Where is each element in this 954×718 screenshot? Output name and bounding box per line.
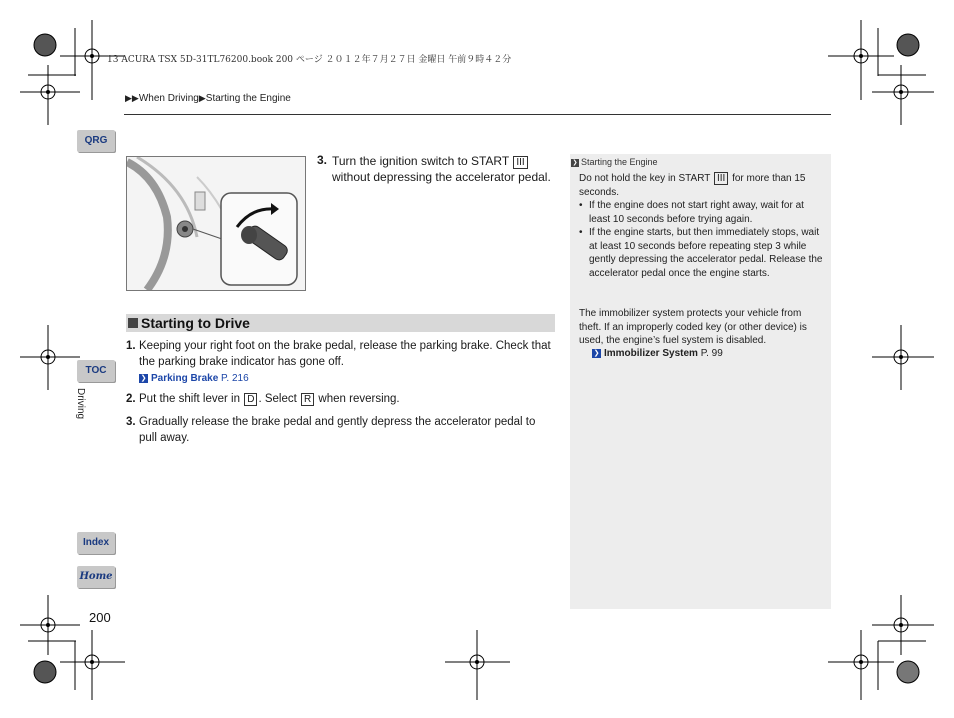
note-marker-icon: ❯ bbox=[572, 159, 578, 166]
chapter-label: Driving bbox=[75, 388, 86, 420]
step-3-number: 3. bbox=[126, 416, 136, 428]
breadcrumb-section-link[interactable]: When Driving bbox=[138, 93, 199, 104]
parking-brake-link-page: P. 216 bbox=[221, 373, 249, 384]
step-1-number: 1. bbox=[126, 340, 136, 352]
step-3-text-top bbox=[332, 153, 554, 185]
bullet-icon: • bbox=[579, 200, 583, 211]
breadcrumb-separator-icon: ▶ bbox=[198, 93, 206, 103]
section-heading bbox=[126, 314, 555, 332]
sidebar-bullet-1 bbox=[579, 199, 824, 226]
step-3-text: Gradually release the brake pedal and gently depress the accelerator pedal to pull away. bbox=[139, 416, 536, 444]
immobilizer-link-label: Immobilizer System bbox=[604, 348, 698, 359]
start-position-key: III bbox=[513, 156, 527, 169]
step-2-text-mid: . Select bbox=[258, 393, 300, 405]
sidebar-start-key: III bbox=[714, 172, 728, 185]
immobilizer-link-page: P. 99 bbox=[700, 348, 723, 359]
breadcrumb-page-link[interactable]: Starting the Engine bbox=[205, 93, 291, 104]
toc-button[interactable]: TOC bbox=[77, 360, 115, 382]
link-arrow-icon: ❯ bbox=[593, 349, 600, 357]
print-header: 13 ACURA TSX 5D-31TL76200.book 200 ページ ２０１２年７月２７日 金曜日 午前９時４２分 bbox=[107, 55, 512, 65]
section-title: Starting to Drive bbox=[141, 315, 250, 331]
sidebar-title bbox=[571, 157, 658, 167]
sidebar-intro-after: for more than 15 seconds. bbox=[579, 173, 806, 198]
step-2-text-after: when reversing. bbox=[315, 393, 400, 405]
ignition-illustration bbox=[126, 156, 306, 291]
step-2-text bbox=[139, 391, 556, 407]
bullet-icon: • bbox=[579, 227, 583, 238]
step-3-number-top: 3. bbox=[317, 153, 328, 167]
square-marker-icon bbox=[128, 318, 138, 328]
notes-sidebar bbox=[570, 154, 831, 609]
step-3-text-before: Turn the ignition switch to START bbox=[332, 154, 513, 168]
parking-brake-link[interactable] bbox=[139, 371, 556, 387]
sidebar-title-text: Starting the Engine bbox=[581, 157, 658, 167]
sidebar-intro-before: Do not hold the key in START bbox=[579, 173, 713, 184]
parking-brake-link-label: Parking Brake bbox=[151, 373, 219, 384]
step-2 bbox=[126, 391, 556, 407]
drive-position-key: D bbox=[244, 393, 257, 406]
immobilizer-link[interactable] bbox=[592, 347, 837, 361]
breadcrumb bbox=[125, 93, 291, 104]
index-button[interactable]: Index bbox=[77, 532, 115, 554]
reverse-position-key: R bbox=[301, 393, 314, 406]
step-1-text: Keeping your right foot on the brake pedal, release the parking brake. Check that the parking brake indicator has gone off. bbox=[139, 340, 551, 368]
step-1 bbox=[126, 338, 556, 387]
page-number: 200 bbox=[89, 610, 111, 625]
step-2-text-before: Put the shift lever in bbox=[139, 393, 244, 405]
step-3-text-after: without depressing the accelerator pedal. bbox=[332, 170, 551, 184]
home-button[interactable]: Home bbox=[77, 566, 115, 588]
sidebar-bullet-2 bbox=[579, 226, 824, 280]
sidebar-bullet-1-text: If the engine does not start right away, wait for at least 10 seconds before trying again. bbox=[589, 200, 804, 225]
sidebar-intro bbox=[579, 172, 824, 199]
breadcrumb-arrow-icon: ▶▶ bbox=[125, 93, 139, 103]
header-divider bbox=[124, 114, 831, 115]
sidebar-bullet-2-text: If the engine starts, but then immediately stops, wait at least 10 seconds before repeating step 3 while gently depressing the accelerator pedal. Release the accelerator pedal once the engine starts. bbox=[589, 227, 823, 279]
sidebar-paragraph: The immobilizer system protects your vehicle from theft. If an improperly coded key (or other device) is used, the engine’s fuel system is disabled. bbox=[579, 308, 807, 346]
qrg-button[interactable]: QRG bbox=[77, 130, 115, 152]
step-3 bbox=[126, 414, 556, 446]
link-arrow-icon: ❯ bbox=[140, 374, 147, 382]
step-2-number: 2. bbox=[126, 393, 136, 405]
